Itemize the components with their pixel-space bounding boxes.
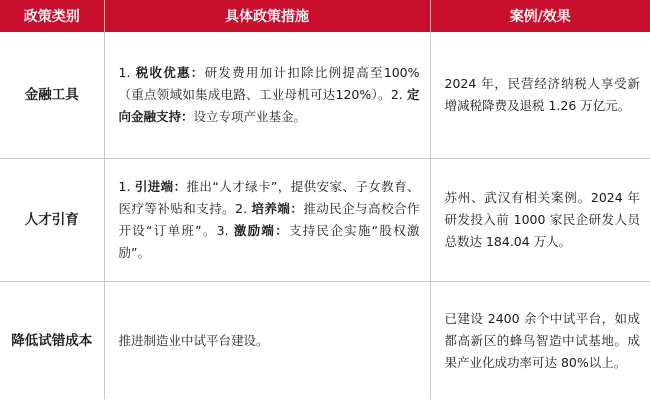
table-header-row — [0, 0, 650, 32]
measure-text: 推进制造业中试平台建设。 — [118, 332, 269, 348]
measure-label: 定向金融支持： — [118, 87, 420, 124]
measure-text: 支持民企实施“股权激励”。 — [118, 223, 420, 260]
measure-label: 激励端： — [233, 223, 289, 238]
policy-category-cell: 降低试错成本 — [0, 282, 104, 400]
policy-measures-cell — [104, 32, 430, 159]
header-category: 政策类别 — [0, 0, 104, 32]
measure-text: 1. — [118, 65, 136, 80]
policy-cases-cell: 已建设 2400 余个中试平台，如成都高新区的蜂鸟智造中试基地。成果产业化成功率可达 80%以上。 — [444, 310, 640, 370]
policy-measures-cell — [104, 282, 430, 400]
policy-category-cell: 人才引育 — [0, 159, 104, 282]
policy-measures-cell — [104, 159, 430, 282]
measure-text: 1. — [118, 179, 135, 194]
table-row — [0, 282, 650, 400]
header-cases: 案例/效果 — [430, 0, 650, 32]
measure-label: 税收优惠： — [135, 65, 205, 80]
measure-text: 研发费用加计扣除比例提高至100%（重点领域如集成电路、工业母机可达120%）。2. — [118, 65, 420, 102]
measure-text: 推出“人才绿卡”，提供安家、子女教育、医疗等补贴和支持。2. — [118, 179, 420, 216]
measure-label: 培养端： — [251, 201, 304, 216]
measure-text: 推动民企与高校合作开设“订单班”。3. — [118, 201, 420, 238]
table-row — [0, 32, 650, 159]
header-measures: 具体政策措施 — [104, 0, 430, 32]
policy-cases-cell: 苏州、武汉有相关案例。2024 年研发投入前 1000 家民企研发人员总数达 184.04 万人。 — [430, 159, 650, 282]
table-row — [0, 159, 650, 282]
measure-text: 设立专项产业基金。 — [193, 109, 307, 124]
policy-category-cell: 金融工具 — [0, 32, 104, 159]
policy-cases-cell: 2024 年，民营经济纳税人享受新增减税降费及退税 1.26 万亿元。 — [430, 32, 650, 159]
measure-label: 引进端： — [134, 179, 187, 194]
